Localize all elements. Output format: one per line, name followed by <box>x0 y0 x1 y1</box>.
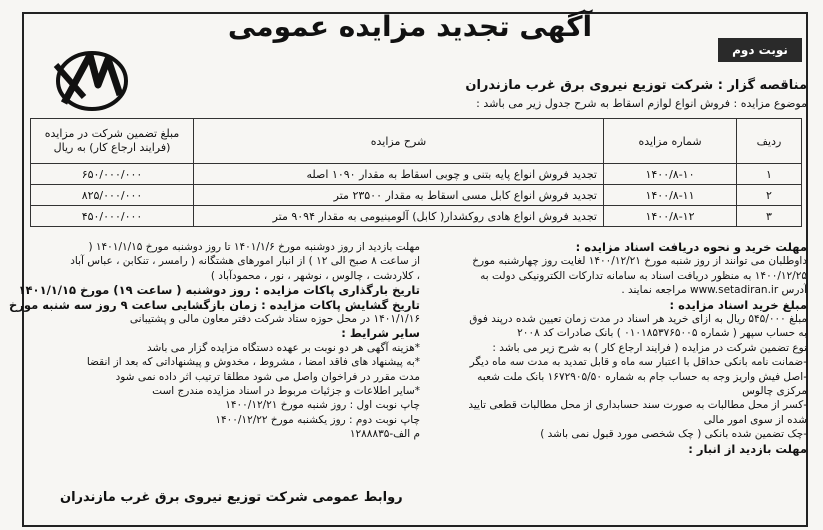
text-line: *هزینه آگهی هر دو نوبت بر عهده دستگاه مزایده گزار می باشد <box>146 341 420 354</box>
text-line: چاپ نوبت اول : روز شنبه مورخ ۱۴۰۰/۱۲/۲۱ <box>225 399 420 412</box>
row-number: ۱۴۰۰/۸-۱۰ <box>604 164 737 185</box>
row-index: ۱ <box>737 164 802 185</box>
text-line: ۱۴۰۰/۱۲/۲۵ به منظور دریافت اسناد به سامانه تدارکات الکترونیکی دولت به <box>480 269 807 282</box>
section-heading: مهلت بازدید از انبار : <box>688 441 807 456</box>
text-line: مرکزی چالوس <box>742 385 807 398</box>
header-guarantee: مبلغ تضمین شرکت در مزایده (فرایند ارجاع کار) به ریال <box>31 119 194 164</box>
text-line: داوطلبان می توانند از روز شنبه مورخ ۱۴۰۰/۱۲/۲۱ لغایت روز چهارشنبه مورخ <box>472 255 807 268</box>
section-heading: مهلت خرید و نحوه دریافت اسناد مزایده : <box>575 240 807 254</box>
section-heading: سایر شرایط : <box>341 326 420 341</box>
text-line: -چک تضمین شده بانکی ( چک شخصی مورد قبول نمی باشد ) <box>540 428 807 441</box>
visit-conditions-column <box>8 240 420 442</box>
text-line: چاپ نوبت دوم : روز یکشنبه مورخ ۱۴۰۰/۱۲/۲۲ <box>215 413 420 426</box>
section-heading: تاریخ گشایش پاکات مزایده : زمان بازگشایی ساعت ۹ روز سه شنبه مورخ <box>8 297 420 312</box>
table-header-row <box>31 119 802 164</box>
header-description: شرح مزایده <box>194 119 604 164</box>
text-line: م الف-۱۲۸۸۸۳۵ <box>349 428 420 441</box>
row-guarantee: ۸۲۵/۰۰۰/۰۰۰ <box>31 185 194 206</box>
purchase-terms-column <box>412 240 807 456</box>
text-line: ، کلاردشت ، چالوس ، نوشهر ، نور ، محمودآباد ) <box>210 269 420 282</box>
row-index: ۲ <box>737 185 802 206</box>
row-guarantee: ۶۵۰/۰۰۰/۰۰۰ <box>31 164 194 185</box>
auction-table <box>30 118 802 227</box>
row-description: تجدید فروش انواع پایه بتنی و چوبی اسقاط به مقدار ۱۰۹۰ اصله <box>194 164 604 185</box>
round-badge: نوبت دوم <box>718 38 802 62</box>
text-line: از ساعت ۸ صبح الی ۱۲ ) از انبار امورهای هشتگانه ( رامسر ، تنکابن ، عباس آباد <box>70 255 420 268</box>
header-index: ردیف <box>737 119 802 164</box>
organizer-line: مناقصه گزار : شرکت توزیع نیروی برق غرب مازندران <box>465 78 807 93</box>
header-number: شماره مزایده <box>604 119 737 164</box>
row-description: تجدید فروش انواع هادی روکشدار( کابل) آلومینیومی به مقدار ۹۰۹۴ متر <box>194 206 604 227</box>
subject-line: موضوع مزایده : فروش انواع لوازم اسقاط به شرح جدول زیر می باشد : <box>476 97 807 110</box>
text-line: -اصل فیش واریز وجه به حساب جام به شماره ۱۶۷۲۹۰۵/۵۰ بانک ملت شعبه <box>477 370 807 383</box>
section-heading: تاریخ بارگذاری پاکات مزایده : روز دوشنبه ( ساعت ۱۹) مورخ ۱۴۰۱/۱/۱۵ <box>18 283 420 298</box>
text-line: به حساب سپهر ( شماره ۰۱۰۱۸۵۳۷۶۵۰۰۵ ) بانک صادرات کد ۲۰۰۸ <box>517 327 807 340</box>
text-line: *به پیشنهاد های فاقد امضا ، مشروط ، مخدوش و پیشنهاداتی که بعد از انقضا <box>86 356 420 369</box>
row-guarantee: ۴۵۰/۰۰۰/۰۰۰ <box>31 206 194 227</box>
table-row <box>31 164 802 185</box>
text-line: نوع تضمین شرکت در مزایده ( فرایند ارجاع کار ) به شرح زیر می باشد : <box>492 341 807 354</box>
row-number: ۱۴۰۰/۸-۱۲ <box>604 206 737 227</box>
text-line: -ضمانت نامه بانکی حداقل با اعتبار سه ماه و قابل تمدید به مدت سه ماه دیگر <box>469 356 807 369</box>
public-relations-footer: روابط عمومی شرکت توزیع نیروی برق غرب مازندران <box>60 490 403 505</box>
text-line: مهلت بازدید از روز دوشنبه مورخ ۱۴۰۱/۱/۶ تا روز دوشنبه مورخ ۱۴۰۱/۱/۱۵ ( <box>88 241 420 253</box>
table-row <box>31 185 802 206</box>
text-line: -کسر از محل مطالبات به صورت سند حسابداری از محل مطالبات قطعی تایید <box>468 399 807 412</box>
text-line: *سایر اطلاعات و جزئیات مربوط در اسناد مزایده مندرج است <box>152 385 420 398</box>
row-number: ۱۴۰۰/۸-۱۱ <box>604 185 737 206</box>
table-row <box>31 206 802 227</box>
company-logo-icon <box>50 45 138 115</box>
row-description: تجدید فروش انواع کابل مسی اسقاط به مقدار ۲۳۵۰۰ متر <box>194 185 604 206</box>
section-heading: مبلغ خرید اسناد مزایده : <box>669 297 807 312</box>
text-line: آدرس www.setadiran.ir مراجعه نمایند . <box>621 284 807 297</box>
row-index: ۳ <box>737 206 802 227</box>
notice-title: آگهی تجدید مزایده عمومی <box>227 10 593 43</box>
text-line: ۱۴۰۱/۱/۱۶ در محل حوزه ستاد شرکت دفتر معاون مالی و پشتیبانی <box>129 313 420 326</box>
text-line: مدت مقرر در فراخوان واصل می شود مطلقا ترتیب اثر داده نمی شود <box>115 370 420 383</box>
text-line: مبلغ ۵۴۵/۰۰۰ ریال به ازای خرید هر اسناد در مدت زمان تعیین شده درپند فوق <box>469 313 807 326</box>
text-line: شده از سوی امور مالی <box>703 413 807 426</box>
